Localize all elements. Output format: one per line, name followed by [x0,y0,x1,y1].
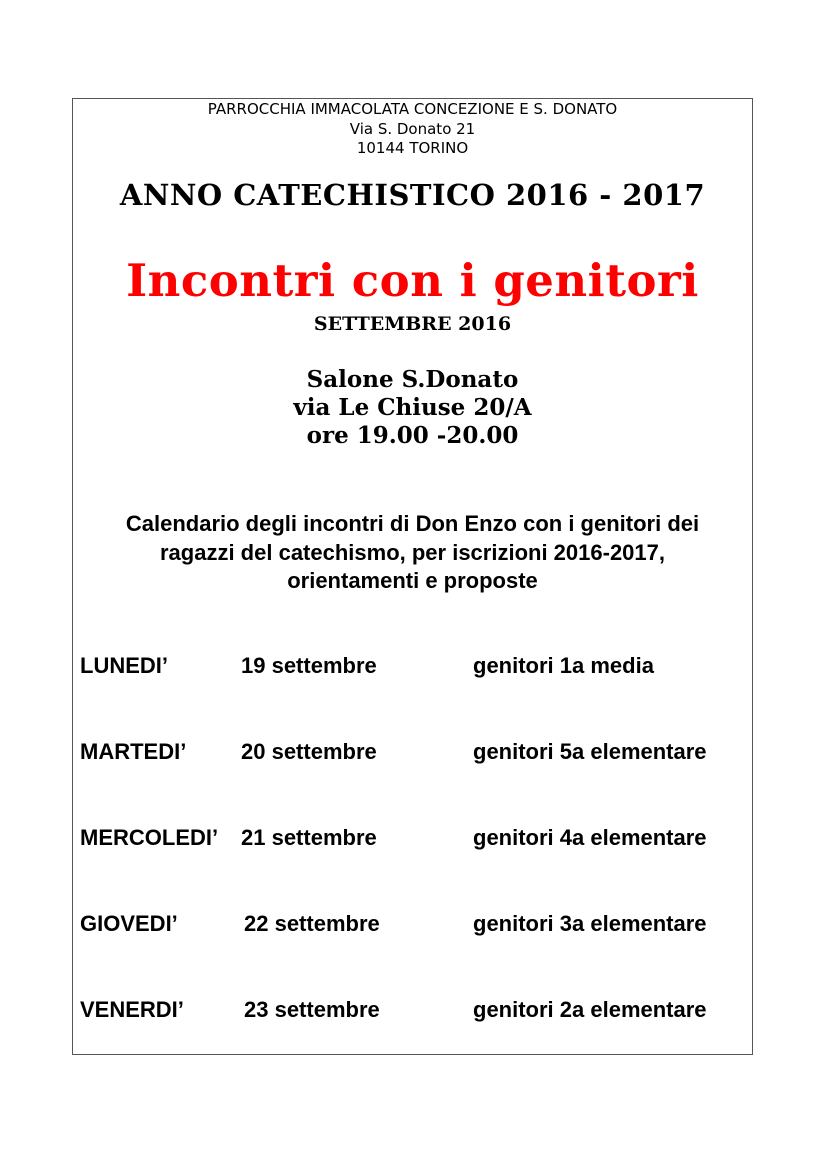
headline: Incontri con i genitori [126,254,699,307]
venue-street: via Le Chiuse 20/A [293,394,532,421]
schedule-date: 23 settembre [244,997,380,1022]
schedule-date: 19 settembre [241,653,377,678]
schedule-row [80,995,750,1025]
schedule-date: 20 settembre [241,739,377,764]
schedule-day: GIOVEDI’ [80,911,178,936]
schedule-day: LUNEDI’ [80,653,168,678]
intro-line: Calendario degli incontri di Don Enzo con i genitori dei [125,511,700,536]
schedule-group: genitori 5a elementare [473,739,707,764]
venue-time: ore 19.00 -20.00 [306,422,519,449]
schedule-row [80,737,750,767]
parish-address-street: Via S. Donato 21 [349,119,476,138]
parish-header [72,100,753,159]
schedule-group: genitori 2a elementare [473,997,707,1022]
parish-name: PARROCCHIA IMMACOLATA CONCEZIONE E S. DONATO [207,100,618,118]
schedule-row [80,909,750,939]
schedule-group: genitori 3a elementare [473,911,707,936]
schedule-row [80,823,750,853]
venue-hall: Salone S.Donato [306,366,519,393]
intro-paragraph [72,510,753,596]
schedule-group: genitori 1a media [473,653,654,678]
year-title: ANNO CATECHISTICO 2016 - 2017 [119,178,706,212]
schedule-date: 21 settembre [241,825,377,850]
schedule-row [80,651,750,681]
parish-address-city: 10144 TORINO [356,139,469,157]
intro-line: orientamenti e proposte [287,568,538,593]
schedule-date: 22 settembre [244,911,380,936]
intro-line: ragazzi del catechismo, per iscrizioni 2016-2017, [159,539,665,565]
venue-info [72,366,753,450]
schedule-day: MERCOLEDI’ [80,825,219,850]
month-label: SETTEMBRE 2016 [313,313,512,335]
schedule-group: genitori 4a elementare [473,825,707,850]
schedule-day: VENERDI’ [80,997,184,1022]
schedule-day: MARTEDI’ [80,739,187,764]
